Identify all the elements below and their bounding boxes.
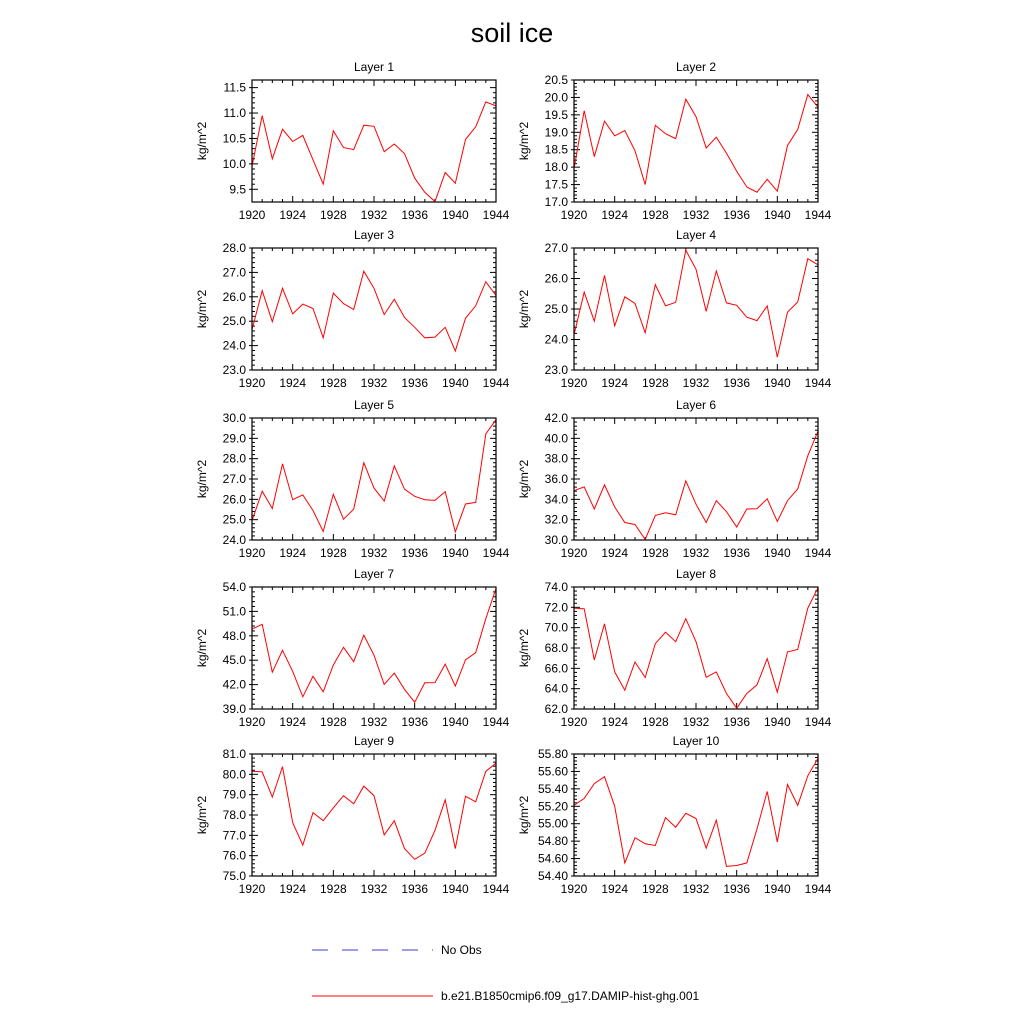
x-tick-label: 1920 (560, 882, 588, 896)
x-tick-label: 1928 (641, 208, 669, 222)
y-tick-label: 27.0 (544, 241, 568, 255)
series-line (574, 758, 818, 866)
x-tick-label: 1940 (763, 376, 791, 390)
y-axis-label: kg/m^2 (517, 459, 531, 499)
x-tick-label: 1936 (401, 376, 429, 390)
y-tick-label: 19.5 (544, 107, 568, 122)
x-tick-label: 1928 (641, 546, 669, 560)
y-axis-label: kg/m^2 (195, 121, 209, 161)
x-tick-label: 1944 (482, 376, 510, 390)
x-tick-label: 1920 (560, 546, 588, 560)
x-tick-label: 1940 (763, 208, 791, 222)
x-tick-label: 1924 (601, 376, 629, 390)
x-tick-label: 1936 (723, 376, 751, 390)
x-tick-label: 1928 (641, 882, 669, 896)
y-tick-label: 68.0 (544, 641, 568, 655)
y-tick-label: 28.0 (222, 451, 246, 466)
x-tick-label: 1944 (804, 715, 832, 729)
y-tick-label: 80.0 (222, 767, 246, 782)
y-tick-label: 77.0 (222, 828, 246, 843)
y-tick-label: 74.0 (544, 580, 568, 594)
y-tick-label: 30.0 (222, 411, 246, 425)
y-tick-label: 20.0 (544, 90, 568, 105)
x-tick-label: 1936 (723, 882, 751, 896)
y-tick-label: 38.0 (544, 451, 568, 466)
panel-title: Layer 6 (675, 398, 717, 412)
x-tick-label: 1932 (682, 715, 710, 729)
x-tick-label: 1944 (804, 882, 832, 896)
panel-layer-10 (517, 734, 832, 896)
y-tick-label: 72.0 (544, 600, 568, 615)
x-tick-label: 1920 (238, 208, 266, 222)
y-tick-label: 17.5 (544, 177, 568, 192)
x-tick-label: 1932 (682, 882, 710, 896)
x-tick-label: 1932 (360, 208, 388, 222)
y-tick-label: 11.0 (223, 106, 246, 121)
y-axis-label: kg/m^2 (517, 289, 531, 329)
legend-label-no-obs: No Obs (441, 943, 482, 957)
y-tick-label: 55.60 (537, 764, 568, 779)
y-tick-label: 18.0 (544, 160, 568, 175)
y-tick-label: 19.0 (544, 125, 568, 140)
x-tick-label: 1928 (319, 882, 347, 896)
panel-layer-6 (517, 398, 832, 560)
y-tick-label: 32.0 (544, 512, 568, 527)
x-tick-label: 1924 (601, 546, 629, 560)
x-tick-label: 1944 (482, 715, 510, 729)
y-axis-label: kg/m^2 (195, 459, 209, 499)
plot-frame (574, 418, 818, 540)
y-tick-label: 76.0 (222, 848, 246, 863)
y-tick-label: 36.0 (544, 472, 568, 486)
main-title: soil ice (470, 18, 554, 48)
x-tick-label: 1944 (804, 208, 832, 222)
plot-frame (252, 80, 496, 202)
y-tick-label: 27.0 (222, 265, 246, 280)
y-tick-label: 64.0 (544, 681, 568, 696)
y-tick-label: 54.0 (222, 580, 246, 594)
y-tick-label: 70.0 (544, 620, 568, 635)
series-line (252, 271, 496, 351)
y-tick-label: 10.5 (222, 131, 246, 146)
panel-layer-9 (195, 734, 510, 896)
y-tick-label: 66.0 (544, 661, 568, 676)
y-tick-label: 24.0 (222, 533, 246, 547)
y-tick-label: 17.0 (544, 195, 568, 209)
x-tick-label: 1936 (401, 882, 429, 896)
plot-frame (252, 754, 496, 876)
x-tick-label: 1932 (360, 546, 388, 560)
plot-frame (252, 248, 496, 370)
series-line (252, 420, 496, 532)
series-line (252, 102, 496, 202)
y-axis-label: kg/m^2 (517, 628, 531, 668)
y-tick-label: 25.0 (222, 314, 246, 329)
y-tick-label: 40.0 (544, 431, 568, 446)
y-tick-label: 55.20 (537, 799, 568, 814)
x-tick-label: 1936 (401, 208, 429, 222)
y-tick-label: 27.0 (222, 472, 246, 486)
series-line (574, 250, 818, 357)
x-tick-label: 1928 (319, 376, 347, 390)
x-tick-label: 1924 (279, 546, 307, 560)
panel-layer-3 (195, 228, 510, 390)
panel-title: Layer 1 (353, 60, 395, 74)
plot-frame (574, 248, 818, 370)
x-tick-label: 1944 (482, 882, 510, 896)
x-tick-label: 1924 (601, 208, 629, 222)
x-tick-label: 1932 (360, 376, 388, 390)
x-tick-label: 1920 (560, 715, 588, 729)
panel-layer-1 (195, 60, 510, 222)
y-tick-label: 25.0 (544, 302, 568, 316)
panel-title: Layer 8 (675, 567, 717, 581)
y-tick-label: 79.0 (222, 787, 246, 802)
x-tick-label: 1944 (482, 208, 510, 222)
panel-title: Layer 7 (353, 567, 395, 581)
y-tick-label: 29.0 (222, 431, 246, 446)
x-tick-label: 1928 (641, 376, 669, 390)
series-line (574, 431, 818, 539)
y-axis-label: kg/m^2 (517, 121, 531, 161)
plot-frame (574, 754, 818, 876)
y-tick-label: 23.0 (222, 363, 246, 377)
y-tick-label: 48.0 (222, 628, 246, 643)
x-tick-label: 1928 (641, 715, 669, 729)
x-tick-label: 1940 (763, 882, 791, 896)
x-tick-label: 1920 (238, 546, 266, 560)
x-tick-label: 1924 (279, 715, 307, 729)
y-tick-label: 18.5 (544, 142, 568, 157)
y-axis-label: kg/m^2 (195, 289, 209, 329)
x-tick-label: 1936 (401, 715, 429, 729)
y-tick-label: 81.0 (222, 747, 246, 761)
y-axis-label: kg/m^2 (195, 628, 209, 668)
series-line (574, 95, 818, 193)
x-tick-label: 1924 (279, 376, 307, 390)
x-tick-label: 1944 (804, 376, 832, 390)
y-tick-label: 42.0 (222, 677, 246, 692)
panel-layer-8 (517, 567, 832, 729)
y-tick-label: 24.0 (544, 332, 568, 347)
plot-frame (574, 80, 818, 202)
y-tick-label: 9.5 (229, 182, 246, 197)
y-tick-label: 28.0 (222, 241, 246, 255)
x-tick-label: 1920 (560, 208, 588, 222)
panel-title: Layer 9 (353, 734, 395, 748)
y-tick-label: 75.0 (222, 869, 246, 883)
panel-layer-5 (195, 398, 510, 560)
series-line (574, 588, 818, 708)
y-axis-label: kg/m^2 (517, 795, 531, 835)
x-tick-label: 1932 (360, 715, 388, 729)
plot-frame (252, 587, 496, 709)
plot-frame (574, 587, 818, 709)
x-tick-label: 1924 (601, 715, 629, 729)
x-tick-label: 1932 (682, 546, 710, 560)
panel-title: Layer 5 (353, 398, 395, 412)
series-line (252, 763, 496, 859)
panel-layer-2 (517, 60, 832, 222)
y-tick-label: 23.0 (544, 363, 568, 377)
x-tick-label: 1944 (482, 546, 510, 560)
x-tick-label: 1928 (319, 546, 347, 560)
x-tick-label: 1940 (441, 715, 469, 729)
x-tick-label: 1940 (441, 546, 469, 560)
panel-layer-7 (195, 567, 510, 729)
series-line (252, 589, 496, 703)
x-tick-label: 1940 (441, 376, 469, 390)
y-tick-label: 51.0 (222, 604, 246, 619)
panel-title: Layer 4 (675, 228, 717, 242)
y-tick-label: 54.80 (537, 834, 568, 849)
y-tick-label: 34.0 (544, 492, 568, 507)
panel-title: Layer 2 (675, 60, 717, 74)
panel-layer-4 (517, 228, 832, 390)
x-tick-label: 1924 (601, 882, 629, 896)
y-tick-label: 26.0 (222, 492, 246, 507)
x-tick-label: 1940 (763, 715, 791, 729)
y-tick-label: 45.0 (222, 653, 246, 668)
y-tick-label: 42.0 (544, 411, 568, 425)
x-tick-label: 1944 (804, 546, 832, 560)
y-tick-label: 10.0 (222, 156, 246, 171)
y-tick-label: 39.0 (222, 702, 246, 716)
x-tick-label: 1924 (279, 882, 307, 896)
y-axis-label: kg/m^2 (195, 795, 209, 835)
y-tick-label: 20.5 (544, 73, 568, 87)
y-tick-label: 55.40 (537, 781, 568, 796)
x-tick-label: 1920 (238, 376, 266, 390)
x-tick-label: 1920 (238, 882, 266, 896)
y-tick-label: 24.0 (222, 338, 246, 353)
legend (312, 943, 699, 1003)
y-tick-label: 55.80 (537, 747, 568, 761)
panels-grid (195, 60, 832, 896)
y-tick-label: 54.40 (537, 869, 568, 883)
x-tick-label: 1936 (723, 208, 751, 222)
y-tick-label: 11.5 (223, 80, 246, 95)
x-tick-label: 1920 (238, 715, 266, 729)
x-tick-label: 1928 (319, 715, 347, 729)
y-tick-label: 78.0 (222, 808, 246, 822)
x-tick-label: 1932 (360, 882, 388, 896)
y-tick-label: 30.0 (544, 533, 568, 547)
x-tick-label: 1940 (441, 882, 469, 896)
x-tick-label: 1936 (401, 546, 429, 560)
panel-title: Layer 10 (672, 734, 720, 748)
y-tick-label: 54.60 (537, 851, 568, 866)
y-tick-label: 26.0 (544, 271, 568, 286)
x-tick-label: 1928 (319, 208, 347, 222)
panel-title: Layer 3 (353, 228, 395, 242)
x-tick-label: 1940 (763, 546, 791, 560)
y-tick-label: 62.0 (544, 702, 568, 716)
y-tick-label: 26.0 (222, 289, 246, 304)
y-tick-label: 55.00 (537, 816, 568, 831)
x-tick-label: 1920 (560, 376, 588, 390)
x-tick-label: 1924 (279, 208, 307, 222)
x-tick-label: 1932 (682, 208, 710, 222)
y-tick-label: 25.0 (222, 512, 246, 527)
x-tick-label: 1936 (723, 715, 751, 729)
x-tick-label: 1932 (682, 376, 710, 390)
x-tick-label: 1940 (441, 208, 469, 222)
legend-label-model: b.e21.B1850cmip6.f09_g17.DAMIP-hist-ghg.001 (441, 989, 700, 1003)
x-tick-label: 1936 (723, 546, 751, 560)
